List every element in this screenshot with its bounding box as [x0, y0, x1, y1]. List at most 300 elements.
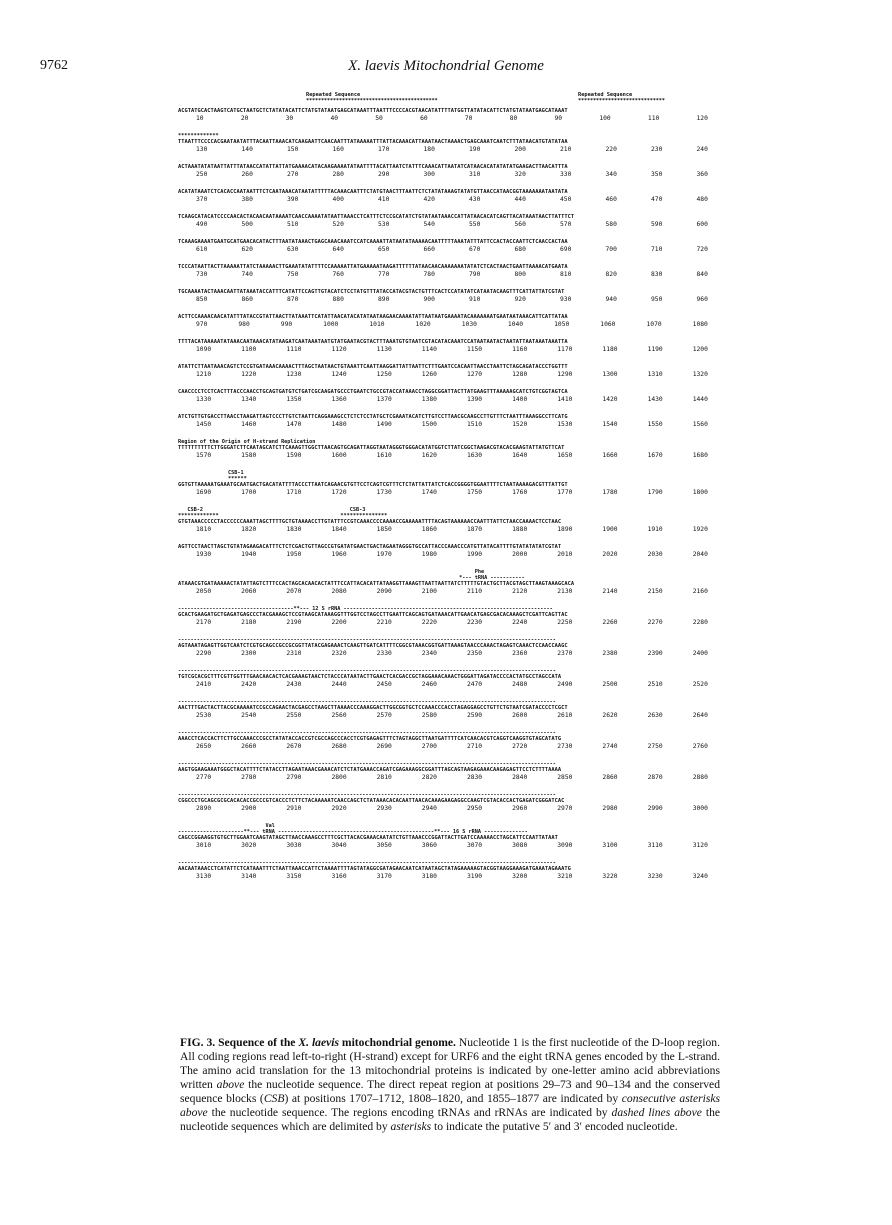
position-number: 2120	[512, 588, 528, 595]
position-number: 1860	[421, 526, 437, 533]
sequence-block	[178, 133, 718, 154]
position-number: 930	[560, 296, 572, 303]
position-number: 380	[241, 196, 253, 203]
position-number: 2180	[241, 619, 257, 626]
position-number: 2910	[286, 805, 302, 812]
position-number: 3000	[692, 805, 708, 812]
nucleotide-sequence-line: AGTTCCTAACTTAGCTGTATAGAAGACATTTCTCTCGACTGTTAGCCGTGATATGAACTGACTAGAATAGGGTGCCATTACCCAAACCCATGTTATACATTTTGTATATATATCGTAT	[178, 544, 562, 550]
position-number: 1310	[647, 371, 663, 378]
position-number: 1580	[241, 452, 257, 459]
nucleotide-sequence-line: AAACCTCACCACTTCTTGCCAAACCCGCCTATATACCACCGTCGCCAGCCCACCTCGTGAGAGTTTCTAGTAGGCTTAATGATTTTCATCAACACGTCAGGTCAAGGTGTAGCATATG	[178, 736, 562, 742]
sequence-block	[178, 239, 718, 254]
position-number: 2410	[196, 681, 212, 688]
position-number: 2650	[196, 743, 212, 750]
position-number: 2480	[512, 681, 528, 688]
position-number: 1220	[241, 371, 257, 378]
position-number: 2440	[331, 681, 347, 688]
position-number: 390	[287, 196, 299, 203]
position-number: 2110	[466, 588, 483, 595]
position-number: 290	[378, 171, 390, 178]
position-number: 730	[196, 271, 208, 278]
position-number: 400	[332, 196, 344, 203]
sequence-block	[178, 314, 718, 329]
position-number: 2090	[376, 588, 392, 595]
position-number: 2500	[602, 681, 618, 688]
position-number: 2270	[647, 619, 663, 626]
position-numbers	[178, 196, 718, 204]
position-number: 2010	[557, 551, 573, 558]
position-number: 1810	[196, 526, 212, 533]
position-numbers	[178, 296, 718, 304]
position-number: 1870	[466, 526, 483, 533]
position-number: 2960	[512, 805, 528, 812]
position-number: 1640	[512, 452, 528, 459]
sequence-block	[178, 730, 718, 751]
sequence-block	[178, 164, 718, 179]
nucleotide-sequence-line: ATATTCTTAATAAACAGTCTCCGTGATAAACAAAACTTTAGCTAATAACTGTAAATTCAATTAAGGATTATTAATTCTTTGAATCCACAATTAACCTAATTCTAGCAGATACCCTGGTTT	[178, 364, 568, 370]
position-number: 2200	[331, 619, 347, 626]
position-number: 900	[423, 296, 435, 303]
position-number: 70	[464, 115, 473, 122]
position-number: 2680	[331, 743, 347, 750]
sequence-block	[178, 189, 718, 204]
position-number: 300	[423, 171, 435, 178]
position-number: 1280	[512, 371, 528, 378]
position-number: 2970	[557, 805, 573, 812]
position-number: 1230	[286, 371, 302, 378]
position-number: 720	[696, 246, 708, 253]
repeat-stars-right: *****************************	[578, 98, 665, 104]
position-number: 2820	[421, 774, 437, 781]
position-number: 130	[196, 146, 208, 153]
position-number: 1880	[512, 526, 528, 533]
figure-caption: FIG. 3. Sequence of the X. laevis mitochondrial genome. Nucleotide 1 is the first nucleotide of the D-loop region. All coding regions read left-to-right (H-strand) except for URF6 and the eight tRNA genes encoded by the L-strand. The amino acid translation for the 13 mitochondrial proteins is indicated by one-letter amino acid abbreviations written above the nucleotide sequence. The direct repeat region at positions 29–73 and 90–134 and the conserved sequence blocks (CSB) at positions 1707–1712, 1808–1820, and 1855–1877 are indicated by consecutive asterisks above the nucleotide sequence. The regions encoding tRNAs and rRNAs are indicated by dashed lines above the nucleotide sequences which are delimited by asterisks to indicate the putative 5′ and 3′ encoded nucleotide.	[180, 1036, 721, 1133]
sequence-block	[178, 289, 718, 304]
position-number: 30	[285, 115, 294, 122]
position-numbers	[178, 774, 718, 782]
position-number: 1430	[647, 396, 663, 403]
position-number: 2830	[466, 774, 483, 781]
position-number: 2020	[602, 551, 618, 558]
position-number: 2220	[421, 619, 437, 626]
position-number: 2380	[602, 650, 618, 657]
position-number: 2330	[376, 650, 392, 657]
position-number: 660	[423, 246, 435, 253]
position-number: 840	[696, 271, 708, 278]
position-number: 1920	[692, 526, 708, 533]
position-number: 350	[651, 171, 663, 178]
sequence-annotation: -------------------------------------------------------------------------------------------------------------------------	[178, 699, 556, 705]
position-number: 2130	[557, 588, 573, 595]
position-number: 1570	[196, 452, 212, 459]
position-number: 140	[241, 146, 253, 153]
position-number: 2080	[331, 588, 347, 595]
position-number: 10	[196, 115, 204, 122]
position-number: 2510	[647, 681, 663, 688]
position-number: 2620	[602, 712, 618, 719]
position-number: 1480	[331, 421, 347, 428]
sequence-block	[178, 699, 718, 720]
position-numbers	[178, 396, 718, 404]
position-numbers	[178, 551, 718, 559]
position-number: 270	[287, 171, 299, 178]
position-number: 1990	[466, 551, 483, 558]
sequence-block	[178, 108, 718, 123]
position-number: 3200	[512, 873, 528, 880]
nucleotide-sequence-line: GCACTGAAGATGCTGAGATGAGCCCTACGAAAGCTCCGTAAGCATAAAGGTTTGGTCCTAGCCTTGAATTCAGCAGTGATAAACATTGAACATGAGCGACACAAAGCTCGATTCAGTTAC	[178, 612, 568, 618]
position-numbers	[178, 452, 718, 460]
position-number: 2920	[331, 805, 347, 812]
position-number: 1190	[647, 346, 663, 353]
position-number: 1700	[241, 489, 257, 496]
position-number: 2420	[241, 681, 257, 688]
position-number: 2870	[647, 774, 663, 781]
position-number: 1470	[286, 421, 302, 428]
nucleotide-sequence-line: TCAAAGAAAATGAATGCATGAACACATACTTTAATATAAACTGAGCAAACAAATCCATCAAAATTATAATATAAAAACAATTTTTAAATATTTATTCCACTACCAATTCTCAACCACTAA	[178, 239, 568, 245]
position-number: 40	[330, 115, 339, 122]
position-number: 1710	[286, 489, 302, 496]
position-number: 700	[605, 246, 617, 253]
position-number: 1970	[376, 551, 392, 558]
sequence-block	[178, 214, 718, 229]
position-number: 3240	[692, 873, 708, 880]
position-number: 530	[378, 221, 390, 228]
position-number: 790	[469, 271, 481, 278]
sequence-block	[178, 792, 718, 813]
position-number: 2170	[196, 619, 212, 626]
position-number: 440	[514, 196, 526, 203]
position-number: 1790	[647, 489, 663, 496]
position-number: 1680	[692, 452, 708, 459]
position-number: 570	[560, 221, 572, 228]
position-number: 1330	[196, 396, 212, 403]
position-number: 670	[469, 246, 481, 253]
position-number: 1530	[557, 421, 573, 428]
position-numbers	[178, 842, 718, 850]
position-number: 210	[560, 146, 572, 153]
sequence-annotation: *************	[178, 133, 219, 139]
nucleotide-sequence-line: ATCTGTTGTGACCTTAACCTAAGATTAGTCCCTTGTCTAATTCAGGAAAGCCTCTCTCCTATGCTCGAAATACATCTTGTCCTTAACGCAAGCCTTGTTTCTAATTTAAAGGCCTTCATG	[178, 414, 568, 420]
sequence-block	[178, 668, 718, 689]
position-number: 870	[287, 296, 299, 303]
position-number: 1400	[512, 396, 528, 403]
position-number: 2450	[376, 681, 392, 688]
nucleotide-sequence-line: CAACCCCTCCTCACTTTACCCAACCTGCAGTGATGTCTGATCGCAAGATGCCCTGAATCTGCCGTACCATAAACCTAGGCGGATTACTTATGAAGTTTAAAAAGCATCTGTCGGTAGTCA	[178, 389, 568, 395]
position-number: 200	[514, 146, 526, 153]
position-number: 1440	[692, 396, 708, 403]
position-number: 1140	[421, 346, 437, 353]
sequence-block	[178, 606, 718, 627]
position-number: 2400	[692, 650, 708, 657]
position-number: 1980	[421, 551, 437, 558]
position-number: 740	[241, 271, 253, 278]
nucleotide-sequence-line: ATAAACGTGATAAAAACTATATTAGTCTTTCCACTAGCACAACACTATTTCCATTACACATTATAAGGTTAAAGTTAATTAATTATCTTTTTGTACTGCTTACGTAGCTTAAGTAAAGCACA	[178, 581, 575, 587]
position-numbers	[178, 321, 718, 329]
position-number: 360	[696, 171, 708, 178]
position-number: 3040	[331, 842, 347, 849]
position-numbers	[178, 712, 718, 720]
position-number: 1620	[421, 452, 437, 459]
position-number: 2750	[647, 743, 663, 750]
position-number: 2530	[196, 712, 212, 719]
nucleotide-sequence-line: TCCCATAATTACTTAAAAATTATCTAAAAACTTGAAATATATTTTCCAAAAATTATGAAAAATAAGATTTTTTATAACAACAAAAAAATATATCTCACTAACTGAATTAAAACATGAATA	[178, 264, 568, 270]
position-number: 2570	[376, 712, 392, 719]
position-number: 1130	[376, 346, 392, 353]
position-number: 1070	[646, 321, 662, 328]
position-number: 2710	[466, 743, 483, 750]
position-number: 680	[514, 246, 526, 253]
position-number: 880	[332, 296, 344, 303]
sequence-annotation: -------------------------------------------------------------------------------------------------------------------------	[178, 860, 556, 866]
position-number: 2310	[286, 650, 302, 657]
nucleotide-sequence-line: AACTTTGACTACTTACGCAAAAATCCGCCAGAACTACGAGCCTAAGCTTAAAACCCAAAGGACTTGGCGGTGCTCCAAACCCACCTAGAGGAGCCTGTTCTGTAATCGATACCCCTCGCT	[178, 705, 568, 711]
position-number: 2990	[647, 805, 663, 812]
position-number: 1890	[557, 526, 573, 533]
position-number: 1730	[376, 489, 392, 496]
position-number: 2290	[196, 650, 212, 657]
position-number: 500	[241, 221, 253, 228]
sequence-annotation: CSB-2 CSB-3 ************* ***************	[178, 507, 388, 519]
position-number: 2390	[647, 650, 663, 657]
position-number: 3050	[376, 842, 392, 849]
sequence-annotation: -------------------------------------------------------------------------------------------------------------------------	[178, 761, 556, 767]
position-number: 810	[560, 271, 572, 278]
sequence-block	[178, 544, 718, 559]
position-number: 590	[651, 221, 663, 228]
nucleotide-sequence-line: GGTGTTAAAAATGAAATGCAATGACTGACATATTTTACCCTTAATCAGAACGTGTTCCTCAGTCGTTTCTCTATTATTATCTCACCGGGGTGGAATTTTCTAATAAAAGACGTTTATTGT	[178, 482, 568, 488]
position-number: 20	[240, 115, 249, 122]
sequence-block	[178, 264, 718, 279]
position-number: 3060	[421, 842, 437, 849]
position-number: 710	[651, 246, 663, 253]
position-number: 1930	[196, 551, 212, 558]
position-number: 800	[514, 271, 526, 278]
position-number: 370	[196, 196, 208, 203]
position-number: 430	[469, 196, 481, 203]
position-number: 1720	[331, 489, 347, 496]
position-number: 540	[423, 221, 435, 228]
position-number: 1910	[647, 526, 663, 533]
position-number: 2100	[421, 588, 437, 595]
position-number: 1630	[466, 452, 483, 459]
position-number: 1050	[554, 321, 570, 328]
position-number: 2140	[602, 588, 618, 595]
position-number: 1490	[376, 421, 392, 428]
position-number: 1610	[376, 452, 392, 459]
position-number: 240	[696, 146, 708, 153]
position-number: 1900	[602, 526, 618, 533]
position-number: 480	[696, 196, 708, 203]
position-number: 2610	[557, 712, 573, 719]
position-number: 510	[287, 221, 299, 228]
position-number: 2980	[602, 805, 618, 812]
position-number: 110	[647, 115, 660, 122]
running-title: X. laevis Mitochondrial Genome	[348, 58, 544, 74]
position-number: 2740	[602, 743, 618, 750]
sequence-block	[178, 339, 718, 354]
position-number: 3230	[647, 873, 663, 880]
position-number: 1290	[557, 371, 573, 378]
position-number: 750	[287, 271, 299, 278]
position-number: 3140	[241, 873, 257, 880]
position-number: 580	[605, 221, 617, 228]
position-numbers	[178, 346, 718, 354]
position-number: 2860	[602, 774, 618, 781]
position-number: 2810	[376, 774, 392, 781]
position-number: 3130	[196, 873, 212, 880]
position-number: 2250	[557, 619, 573, 626]
position-number: 1950	[286, 551, 302, 558]
position-number: 50	[375, 115, 383, 122]
position-number: 490	[196, 221, 208, 228]
position-number: 3010	[196, 842, 212, 849]
position-number: 2260	[602, 619, 618, 626]
sequence-block	[178, 860, 718, 881]
position-number: 2890	[196, 805, 212, 812]
nucleotide-sequence-line: CAGCCGGAAGGTGTGCTTGGAATCAAGTATAGCTTAACCAAAGCCTTTCGCTTACACGAAACAATATCTGTTAAACCCGGATTACTTGATCCAAAAACCTAGCATTCCAATTATAAT	[178, 835, 558, 841]
position-number: 2030	[647, 551, 663, 558]
position-number: 2940	[421, 805, 437, 812]
sequence-blocks	[178, 108, 718, 881]
position-number: 2800	[331, 774, 347, 781]
position-number: 3070	[466, 842, 483, 849]
position-number: 860	[241, 296, 253, 303]
position-number: 1000	[323, 321, 339, 328]
position-numbers	[178, 681, 718, 689]
position-number: 610	[196, 246, 208, 253]
position-number: 2150	[647, 588, 663, 595]
sequence-annotation: Phe *--- tRNA -----------	[459, 569, 525, 581]
position-number: 830	[651, 271, 663, 278]
position-number: 1560	[692, 421, 708, 428]
position-number: 1360	[331, 396, 347, 403]
position-number: 2210	[376, 619, 392, 626]
position-number: 3100	[602, 842, 618, 849]
position-number: 2760	[692, 743, 708, 750]
position-number: 1830	[286, 526, 302, 533]
position-number: 2000	[512, 551, 528, 558]
position-number: 1300	[602, 371, 618, 378]
position-number: 3120	[692, 842, 708, 849]
position-number: 3090	[557, 842, 573, 849]
repeat-label-right: Repeated Sequence	[578, 92, 633, 98]
nucleotide-sequence-line: TTTTACATAAAAATATAAACAATAAACATATAAGATCAATAAATAATGTATGAATACGTACTTTAAATGTGTAATCGTACATACAAATCCATAATAATACTAATATTAATAAATAAATTA	[178, 339, 568, 345]
sequence-block	[178, 761, 718, 782]
position-number: 990	[280, 321, 293, 328]
nucleotide-sequence-line: TGTCGCACGCTTTCGTTGGTTTGAACAACACTCACGAAAGTAACTCTACCCATAATACTTGAACTCACGACCGCTAGGAAACAAACTGGGATTAGATACCCCACTATGCCTAGCCATA	[178, 674, 562, 680]
position-number: 2050	[196, 588, 212, 595]
nucleotide-sequence-line: CGGCCCTGCAGCGCGCACACACCGCCCGTCACCCTCTTCTACAAAAATCAACCAGCTCTATAAACACACAATTAACACAAAGAAGAGGCCAAGTCGTACACCACTGAGATCGGGATCAC	[178, 798, 565, 804]
position-number: 1840	[331, 526, 347, 533]
sequence-annotation: -------------------------------------------------------------------------------------------------------------------------	[178, 730, 556, 736]
position-number: 1780	[602, 489, 618, 496]
position-number: 980	[238, 321, 250, 328]
position-number: 1160	[512, 346, 528, 353]
position-number: 1850	[376, 526, 392, 533]
position-number: 310	[469, 171, 481, 178]
position-number: 770	[378, 271, 390, 278]
position-number: 1350	[286, 396, 302, 403]
position-numbers	[178, 805, 718, 813]
position-number: 890	[378, 296, 390, 303]
position-numbers	[178, 271, 718, 279]
position-number: 3220	[602, 873, 618, 880]
page-number: 9762	[40, 58, 68, 73]
position-numbers	[178, 371, 718, 379]
position-number: 2600	[512, 712, 528, 719]
position-number: 250	[196, 171, 208, 178]
position-number: 100	[599, 115, 611, 122]
sequence-annotation: -------------------------------------**--- 12 S rRNA -------------------------------------------------------------------	[178, 606, 553, 612]
position-number: 3020	[241, 842, 257, 849]
sequence-block	[178, 507, 718, 534]
position-number: 260	[241, 171, 253, 178]
position-numbers	[178, 221, 718, 229]
position-number: 2370	[557, 650, 573, 657]
nucleotide-sequence-line: GTGTAAACCCCCTACCCCCCAAATTAGCTTTTGCTGTAAAACCTTGTATTTCCGTCAAACCCCAAAACCGAAAAATTTTACAGTAAAAAACCAATTTATTCTAACCAAAACTCCTAAC	[178, 519, 562, 525]
position-number: 1420	[602, 396, 618, 403]
position-number: 2790	[286, 774, 302, 781]
position-number: 1410	[557, 396, 573, 403]
sequence-annotation: Region of the Origin of H-strand Replication	[178, 439, 316, 445]
position-number: 1590	[286, 452, 302, 459]
position-number: 2630	[647, 712, 663, 719]
position-number: 2470	[466, 681, 483, 688]
position-number: 2160	[692, 588, 708, 595]
nucleotide-sequence-line: AGTAAATAGAGTTGGTCAATCTCGTGCAGCCGCCGCGGTTATACGAGAAACTCAAGTTGATCATTTTCGGCGTAAACGGTGATTAAAGTAACCCAAACTAGAGTCAAACTCCAACCAAGC	[178, 643, 568, 649]
position-number: 2580	[421, 712, 437, 719]
position-number: 1320	[692, 371, 708, 378]
nucleotide-sequence-line: ACGTATGCACTAAGTCATGCTAATGCTCTATATACATTCTATGTATAATGAGCATAAATTTAATTTCCCCACGTAACATATTTTATGGTTATATACATTCTATGTATAATGAGCATAAAT	[178, 108, 568, 114]
position-number: 910	[469, 296, 481, 303]
position-number: 1390	[466, 396, 483, 403]
position-number: 1520	[512, 421, 528, 428]
position-number: 2590	[466, 712, 483, 719]
position-number: 150	[287, 146, 299, 153]
position-number: 1690	[196, 489, 212, 496]
sequence-block	[178, 364, 718, 379]
position-numbers	[178, 421, 718, 429]
position-number: 1500	[421, 421, 437, 428]
position-number: 2340	[421, 650, 437, 657]
position-number: 3110	[647, 842, 663, 849]
position-number: 190	[469, 146, 481, 153]
position-number: 2230	[466, 619, 483, 626]
position-number: 1040	[507, 321, 524, 328]
position-number: 90	[554, 115, 563, 122]
nucleotide-sequence-line: TCAAGCATACATCCCCAACACTACAACAATAAAATCAACCAAAATATAATTAAACCTCATTTCTCCGCATATCTGTATAATAAACCATTATAACACATCAGTTACATAAATAACTTATTTCT	[178, 214, 575, 220]
position-number: 2320	[331, 650, 347, 657]
position-number: 2930	[376, 805, 392, 812]
sequence-block	[178, 569, 718, 596]
position-number: 1670	[647, 452, 663, 459]
position-number: 1150	[466, 346, 483, 353]
position-number: 450	[560, 196, 572, 203]
position-number: 820	[605, 271, 617, 278]
position-number: 1270	[466, 371, 483, 378]
position-number: 1240	[331, 371, 347, 378]
position-number: 330	[560, 171, 572, 178]
position-number: 760	[332, 271, 344, 278]
position-number: 2070	[286, 588, 302, 595]
nucleotide-sequence-line: TTAATTTCCCCACGAATAATATTTACAATTAAACATCAAGAATTCAACAATTTATAAAAATTTATTACAAACATTAAATAACTAAAACTGAGCAAATCAATCTTTATAACATGTATATAA	[178, 139, 568, 145]
position-number: 2780	[241, 774, 257, 781]
position-number: 2460	[421, 681, 437, 688]
position-numbers	[178, 246, 718, 254]
position-number: 1340	[241, 396, 257, 403]
position-number: 2700	[421, 743, 437, 750]
position-number: 2640	[692, 712, 708, 719]
